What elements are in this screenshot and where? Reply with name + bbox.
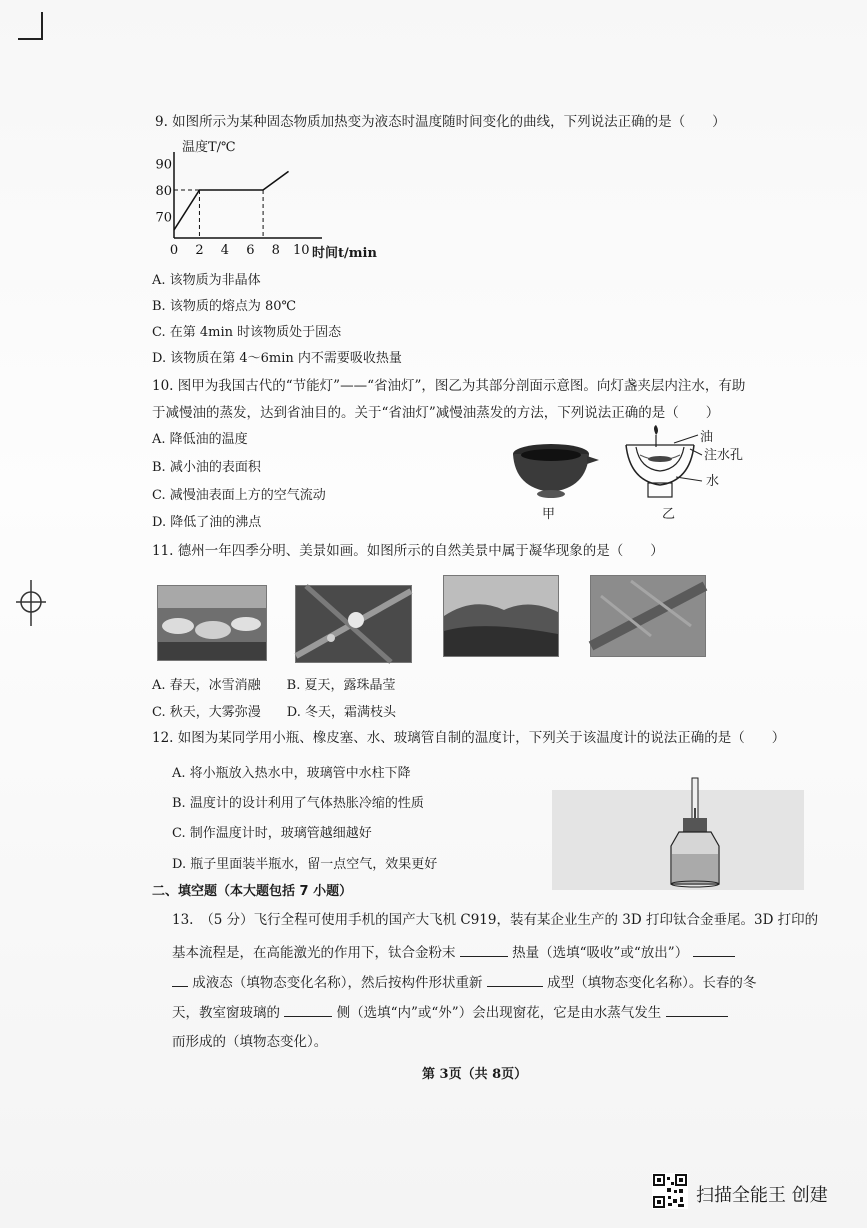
- y-tick-label: 90: [155, 157, 172, 173]
- q9-stem: 9. 如图所示为某种固态物质加热变为液态时温度随时间变化的曲线，下列说法正确的是（ ）: [155, 114, 726, 130]
- q13-line2: [172, 944, 735, 961]
- q9-option-d: D. 该物质在第 4～6min 内不需要吸收热量: [152, 351, 402, 366]
- q13-line2-part1: 基本流程是，在高能激光的作用下，钛合金粉末: [172, 945, 456, 961]
- label-water: 水: [706, 474, 720, 489]
- q10-option-b: B. 减小油的表面积: [152, 460, 261, 475]
- q13-blank-1[interactable]: [460, 944, 508, 957]
- q11-options-row1: A. 春天，冰雪消融 B. 夏天，露珠晶莹: [152, 678, 396, 693]
- photo-autumn-fog: [443, 575, 559, 657]
- q12-stem: 12. 如图为某同学用小瓶、橡皮塞、水、玻璃管自制的温度计，下列关于该温度计的说法正确的是（ ）: [152, 730, 786, 746]
- y-tick-label: 70: [155, 210, 172, 226]
- q10-option-c: C. 减慢油表面上方的空气流动: [152, 488, 326, 503]
- q10-stem-line1: 10. 图甲为我国古代的“节能灯”——“省油灯”，图乙为其部分剖面示意图。向灯盏夹层内注水，有助: [152, 378, 746, 394]
- q9-option-b: B. 该物质的熔点为 80℃: [152, 299, 297, 314]
- y-tick-label: 80: [155, 184, 172, 199]
- q13-blank-5[interactable]: [666, 1004, 728, 1017]
- q10-option-d: D. 降低了油的沸点: [152, 515, 262, 530]
- q13-line5: 而形成的（填物态变化）。: [172, 1034, 328, 1050]
- registration-mark-icon: [14, 580, 48, 628]
- x-tick-label: 2: [195, 243, 204, 258]
- q13-line1: 13. （5 分）飞行全程可使用手机的国产大飞机 C919，装有某企业生产的 3D 打印钛合金垂尾。3D 打印的: [172, 912, 819, 928]
- q12-option-d: D. 瓶子里面装半瓶水，留一点空气，效果更好: [172, 857, 438, 872]
- q13-line3: [172, 974, 756, 991]
- photo-spring-snow-melting: [157, 585, 267, 661]
- q13-blank-4[interactable]: [284, 1004, 332, 1017]
- q11-stem: 11. 德州一年四季分明、美景如画。如图所示的自然美景中属于凝华现象的是（ ）: [152, 543, 664, 559]
- q13-line3-part2: 成型（填物态变化名称）。长春的冬: [547, 975, 757, 991]
- label-oil: 油: [700, 430, 714, 445]
- q9-chart-title: 温度T/℃: [182, 140, 236, 155]
- q9-x-axis-label: 时间t/min: [312, 246, 377, 261]
- x-tick-label: 10: [292, 243, 310, 258]
- q13-blank-2a[interactable]: [693, 944, 735, 957]
- q10-stem-line2: 于减慢油的蒸发，达到省油目的。关于“省油灯”减慢油蒸发的方法，下列说法正确的是（ ）: [152, 405, 720, 421]
- oil-lamp-section-diagram: [620, 425, 710, 505]
- label-water-hole: 注水孔: [704, 448, 744, 463]
- x-tick-label: 4: [220, 243, 230, 258]
- crop-mark: [41, 12, 43, 40]
- scanner-watermark-text: 扫描全能王 创建: [696, 1185, 828, 1206]
- label-yi: 乙: [662, 507, 676, 522]
- q13-line3-part1: 成液态（填物态变化名称），然后按构件形状重新: [192, 975, 483, 991]
- q12-option-b: B. 温度计的设计利用了气体热胀冷缩的性质: [172, 796, 424, 811]
- section-2-title: 二、填空题（本大题包括 7 小题）: [152, 884, 353, 899]
- q13-line4-part2: 侧（选填“内”或“外”）会出现窗花，它是由水蒸气发生: [336, 1005, 662, 1021]
- homemade-thermometer-bottle: [665, 778, 725, 890]
- label-jia: 甲: [542, 507, 556, 522]
- qr-code-icon: [652, 1173, 688, 1209]
- page-number: 第 3页（共 8页）: [422, 1067, 528, 1082]
- q13-line2-part2: 热量（选填“吸收”或“放出”）: [512, 945, 689, 961]
- x-tick-label: 0: [169, 243, 179, 258]
- x-tick-label: 6: [246, 243, 255, 258]
- q11-options-row2: C. 秋天，大雾弥漫 D. 冬天，霜满枝头: [152, 705, 396, 720]
- crop-mark: [18, 38, 42, 40]
- q13-blank-2b[interactable]: [172, 974, 188, 987]
- q12-option-c: C. 制作温度计时，玻璃管越细越好: [172, 826, 372, 841]
- q9-option-c: C. 在第 4min 时该物质处于固态: [152, 325, 342, 340]
- q13-blank-3[interactable]: [487, 974, 543, 987]
- q10-option-a: A. 降低油的温度: [152, 432, 248, 447]
- q12-option-a: A. 将小瓶放入热水中，玻璃管中水柱下降: [172, 766, 411, 781]
- q9-option-a: A. 该物质为非晶体: [152, 273, 261, 288]
- temperature-curve: [174, 171, 289, 230]
- x-tick-label: 8: [271, 243, 280, 258]
- photo-summer-dew: [295, 585, 412, 663]
- oil-lamp-photo: [505, 438, 600, 500]
- photo-winter-frost: [590, 575, 706, 657]
- q13-line4-part1: 天，教室窗玻璃的: [172, 1005, 280, 1021]
- q13-line4: [172, 1004, 728, 1021]
